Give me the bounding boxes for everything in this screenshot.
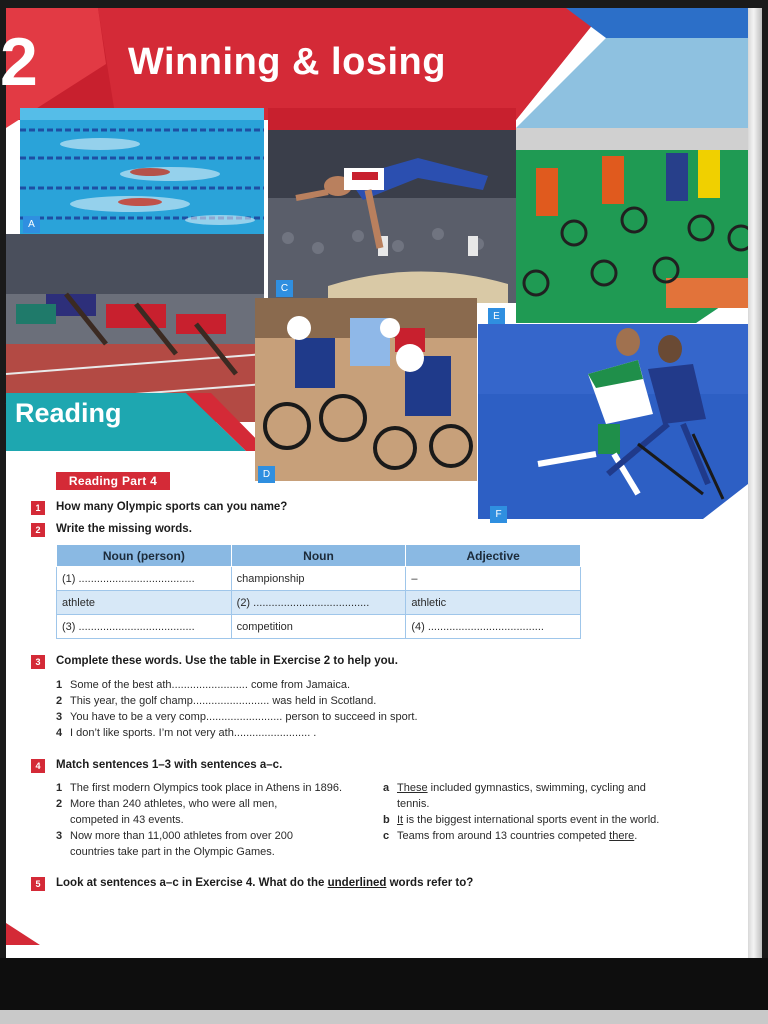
table-row bbox=[57, 567, 581, 591]
track-cycling-image bbox=[255, 298, 477, 481]
table-cell: (2) ...................................... bbox=[231, 591, 406, 615]
exercise-4-match: a These included gymnastics, swimming, cycling and bbox=[383, 782, 646, 794]
table-header: Noun (person) bbox=[57, 545, 232, 567]
reading-part-label: Reading Part 4 bbox=[56, 472, 170, 490]
exercise-3-item: 1 Some of the best ath......................... come from Jamaica. bbox=[56, 679, 350, 691]
exercise-3-number: 3 bbox=[31, 655, 45, 669]
table-cell: – bbox=[406, 567, 581, 591]
exercise-3-item: 3 You have to be a very comp......................... person to succeed in sport. bbox=[56, 711, 418, 723]
exercise-3-item: 2 This year, the golf champ......................... was held in Scotland. bbox=[56, 695, 377, 707]
table-header: Adjective bbox=[406, 545, 581, 567]
exercise-4-sentence: 3 Now more than 11,000 athletes from over 200 bbox=[56, 830, 293, 842]
chapter-title: Winning & losing bbox=[128, 41, 446, 83]
page-corner-accent bbox=[6, 923, 40, 945]
exercise-4-match-cont: tennis. bbox=[397, 798, 430, 810]
photo-label-c: C bbox=[276, 280, 293, 297]
exercise-4-sentence: 1 The first modern Olympics took place in Athens in 1896. bbox=[56, 782, 343, 794]
table-cell: (1) ...................................... bbox=[57, 567, 232, 591]
gymnastics-image bbox=[268, 108, 516, 303]
page-fold-edge bbox=[748, 8, 762, 958]
photo-label-f: F bbox=[490, 506, 507, 523]
table-cell: (3) ...................................... bbox=[57, 615, 232, 639]
photo-track-cycling bbox=[255, 298, 477, 481]
table-row bbox=[57, 591, 581, 615]
photo-label-a: A bbox=[23, 216, 40, 233]
exercise-4-number: 4 bbox=[31, 759, 45, 773]
table-header: Noun bbox=[231, 545, 406, 567]
photo-label-e: E bbox=[488, 308, 505, 325]
table-cell: athlete bbox=[57, 591, 232, 615]
table-header-row bbox=[57, 545, 581, 567]
swimming-image bbox=[20, 108, 264, 234]
table-cell: (4) ...................................... bbox=[406, 615, 581, 639]
bmx-image bbox=[516, 38, 748, 323]
exercise-4-match: c Teams from around 13 countries competed there. bbox=[383, 830, 638, 842]
exercise-2-instruction: Write the missing words. bbox=[56, 523, 192, 535]
photo-swimming bbox=[20, 108, 264, 234]
table-cell: championship bbox=[231, 567, 406, 591]
word-forms-table bbox=[56, 544, 581, 639]
chapter-number: 2 bbox=[0, 24, 38, 100]
section-title: Reading bbox=[15, 398, 122, 428]
photo-gymnastics bbox=[268, 108, 516, 303]
scan-border bbox=[0, 1010, 768, 1024]
exercise-2-number: 2 bbox=[31, 523, 45, 537]
photo-hockey bbox=[478, 324, 748, 519]
exercise-4-sentence-cont: countries take part in the Olympic Games. bbox=[70, 846, 275, 858]
textbook-page bbox=[0, 8, 748, 958]
exercise-3-item: 4 I don’t like sports. I’m not very ath......................... . bbox=[56, 727, 317, 739]
photo-bmx bbox=[493, 38, 748, 323]
hockey-image bbox=[478, 324, 748, 519]
table-cell: athletic bbox=[406, 591, 581, 615]
exercise-5-instruction: Look at sentences a–c in Exercise 4. What do the underlined words refer to? bbox=[56, 877, 474, 889]
exercise-4-match: b It is the biggest international sports event in the world. bbox=[383, 814, 660, 826]
exercise-5-number: 5 bbox=[31, 877, 45, 891]
photo-label-d: D bbox=[258, 466, 275, 483]
table-row bbox=[57, 615, 581, 639]
exercise-4-sentence: 2 More than 240 athletes, who were all men, bbox=[56, 798, 278, 810]
exercise-1-instruction: How many Olympic sports can you name? bbox=[56, 501, 288, 513]
exercise-1-number: 1 bbox=[31, 501, 45, 515]
table-cell: competition bbox=[231, 615, 406, 639]
exercise-3-instruction: Complete these words. Use the table in Exercise 2 to help you. bbox=[56, 655, 398, 667]
exercise-4-sentence-cont: competed in 43 events. bbox=[70, 814, 184, 826]
exercise-4-instruction: Match sentences 1–3 with sentences a–c. bbox=[56, 759, 283, 771]
